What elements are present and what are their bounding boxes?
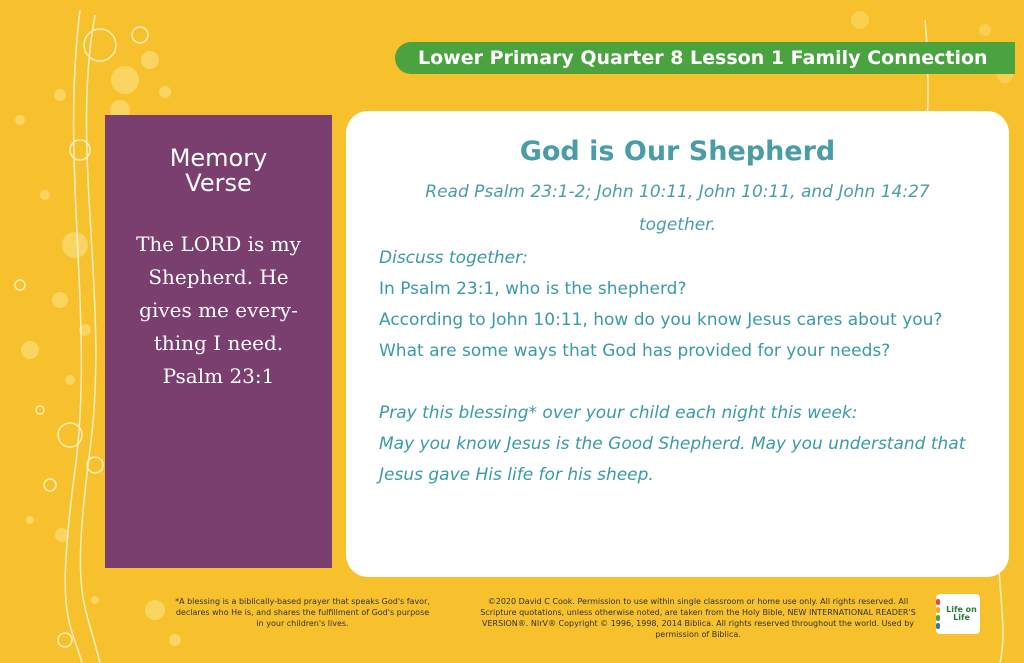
- blessing-footnote: *A blessing is a biblically-based prayer that speaks God's favor, declares who He is, and shares the fulfillment of God's purpose in your children's lives.: [175, 597, 430, 628]
- question-2: According to John 10:11, how do you know Jesus cares about you?: [379, 310, 943, 330]
- logo-stripes-icon: [936, 599, 940, 629]
- spacer: [379, 367, 989, 398]
- question-1: In Psalm 23:1, who is the shepherd?: [379, 279, 687, 299]
- blessing-label: Pray this blessing* over your child each night this week:: [379, 403, 858, 423]
- memory-verse-reference: Psalm 23:1: [162, 364, 275, 388]
- life-on-life-logo: [936, 594, 980, 634]
- blessing-text: May you know Jesus is the Good Shepherd. May you understand that Jesus gave His life for his sheep.: [379, 434, 966, 485]
- banner-title: Lower Primary Quarter 8 Lesson 1 Family Connection: [418, 47, 988, 69]
- lesson-banner: [395, 42, 1015, 74]
- discuss-label: Discuss together:: [379, 248, 528, 268]
- question-3: What are some ways that God has provided for your needs?: [379, 341, 891, 361]
- logo-text: Life on Life: [946, 605, 977, 622]
- memory-verse-panel: [105, 115, 332, 568]
- memory-verse-title: Memory Verse: [169, 144, 268, 197]
- memory-verse-text: The LORD is my Shepherd. He gives me every-thing I need.: [136, 232, 301, 355]
- copyright-notice: ©2020 David C Cook. Permission to use within single classroom or home use only. All rights reserved. All Scripture quotations, unless otherwise noted, are taken from the Holy Bible, NEW INTERNATIONAL READER'S VERSION®. NIrV® Copyright © 1996, 1998, 2014 Biblica. All rights reserved throughout the world. Used by permission of Biblica.: [480, 597, 916, 639]
- read-instruction: Read Psalm 23:1-2; John 10:11, John 10:11, and John 14:27 together.: [425, 182, 930, 235]
- lesson-body: [379, 243, 989, 491]
- memory-verse-body: [105, 228, 332, 393]
- lesson-title: God is Our Shepherd: [519, 136, 836, 167]
